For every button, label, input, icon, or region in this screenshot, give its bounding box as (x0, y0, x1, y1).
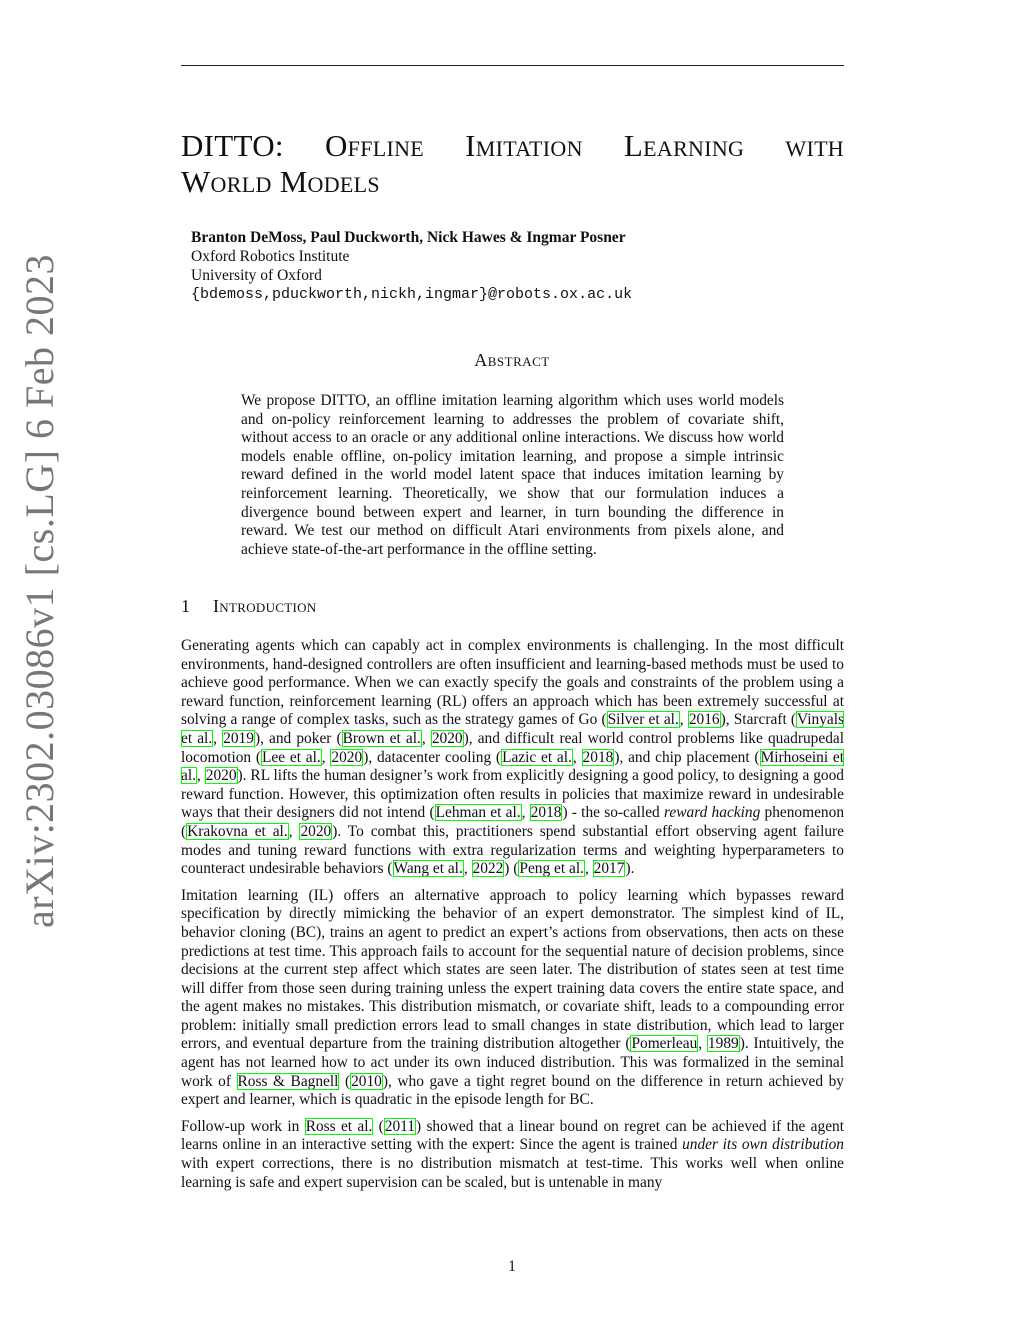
affiliation-university: University of Oxford (191, 267, 322, 284)
paper-title-line-1: DITTO: Offline Imitation Learning with (181, 128, 844, 163)
section-title: Introduction (213, 596, 317, 616)
citation-year-link[interactable]: 2016 (688, 711, 720, 729)
citation-link[interactable]: Krakovna et al. (187, 822, 288, 840)
section-number: 1 (181, 596, 191, 616)
citation-year-link[interactable]: 2011 (384, 1117, 415, 1135)
paragraph-imitation-learning: Imitation learning (IL) offers an alternative approach to policy learning which bypasses reward specification by directly mimicking the behavior of an expert demonstrator. The simplest kind of IL, behavior cloning (BC), trains an agent to predict an expert’s actions from observations, then acts on these predictions at test time. This approach fails to account for the sequential nature of decision problems, since decisions at the current step affect which states are seen later. The distribution of states seen at test time will differ from those seen during training unless the expert training data covers the entire state space, and the agent makes no mistakes. This distribution mismatch, or covariate shift, leads to a compounding error problem: initially small prediction errors lead to small changes in state distribution, which lead to larger errors, and eventual departure from the training distribution altogether (Pomerleau, 1989). Intuitively, the agent has not learned how to act under its own induced distribution. This was formalized in the seminal work of Ross & Bagnell (2010), who gave a tight regret bound on the difference in return achieved by expert and learner, which is quadratic in the episode length for BC. (181, 886, 845, 1109)
affiliation-institute: Oxford Robotics Institute (191, 248, 350, 265)
citation-year-link[interactable]: 2022 (472, 860, 504, 878)
citation-link[interactable]: Silver et al. (607, 711, 679, 729)
citation-year-link[interactable]: 2020 (300, 822, 332, 840)
section-heading (181, 596, 316, 617)
citation-link[interactable]: Ross et al. (305, 1117, 373, 1135)
paragraph-intro: Generating agents which can capably act in complex environments is challenging. In the most difficult environments, hand-designed controllers are often insufficient and learning-based methods must be used to achieve good performance. When we can exactly specify the goals and constraints of the problem using a reward function, reinforcement learning (RL) offers an approach which has been extremely successful at solving a range of complex tasks, such as the strategy games of Go (Silver et al., 2016), Starcraft (Vinyals et al., 2019), and poker (Brown et al., 2020), and difficult real world control problems like quadrupedal locomotion (Lee et al., 2020), datacenter cooling (Lazic et al., 2018), and chip placement (Mirhoseini et al., 2020). RL lifts the human designer’s work from explicitly designing a good policy, to designing a good reward function. However, this optimization often results in policies that maximize reward in undesirable ways that their designers did not intend (Lehman et al., 2018) - the so-called reward hacking phenomenon (Krakovna et al., 2020). To combat this, practitioners spend substantial effort observing agent failure modes and tuning reward functions with extra regularization terms and weighting hyperparameters to counteract undesirable behaviors (Wang et al., 2022) (Peng et al., 2017). (181, 637, 845, 878)
author-block (191, 228, 632, 304)
citation-link[interactable]: Lazic et al. (502, 748, 572, 766)
body-text (181, 637, 844, 1200)
citation-link[interactable]: Brown et al. (342, 729, 421, 747)
citation-link[interactable]: Lee et al. (262, 748, 321, 766)
citation-link[interactable]: Wang et al. (393, 860, 463, 878)
top-rule (181, 65, 844, 66)
citation-year-link[interactable]: 2020 (331, 748, 363, 766)
citation-link[interactable]: Peng et al. (519, 860, 584, 878)
citation-link[interactable]: Vinyals et al. (181, 711, 844, 747)
citation-link[interactable]: Ross & Bagnell (237, 1072, 339, 1090)
paragraph-follow-up: Follow-up work in Ross et al. (2011) showed that a linear bound on regret can be achieved if the agent learns online in an interactive setting with the expert: Since the agent is trained under its own distribution with expert corrections, there is no distribution mismatch at test-time. This works well when online learning is safe and expert supervision can be scaled, but is untenable in many (181, 1117, 845, 1191)
paper-title-line-2: World Models (181, 164, 380, 199)
author-names: Branton DeMoss, Paul Duckworth, Nick Hawes & Ingmar Posner (191, 229, 626, 246)
citation-year-link[interactable]: 2018 (582, 748, 614, 766)
citation-link[interactable]: Mirhoseini et al. (181, 748, 845, 785)
citation-year-link[interactable]: 2018 (530, 804, 562, 822)
abstract-text: We propose DITTO, an offline imitation learning algorithm which uses world models and on-policy reinforcement learning to addresses the problem of covariate shift, without access to an oracle or any additional online interactions. We discuss how world models enable offline, on-policy imitation learning, and propose a simple intrinsic reward defined in the world model latent space that induces imitation learning by reinforcement learning. Theoretically, we show that our formulation induces a divergence bound between expert and learner, in turn bounding the difference in reward. We test our method on difficult Atari environments from pixels alone, and achieve state-of-the-art performance in the offline setting. (241, 392, 784, 558)
citation-year-link[interactable]: 2020 (431, 729, 463, 747)
citation-year-link[interactable]: 2010 (351, 1072, 382, 1090)
citation-year-link[interactable]: 2017 (593, 860, 625, 878)
citation-year-link[interactable]: 1989 (707, 1035, 739, 1053)
abstract-heading: Abstract (474, 350, 550, 370)
citation-year-link[interactable]: 2020 (205, 767, 237, 785)
author-emails: {bdemoss,pduckworth,nickh,ingmar}@robots.ox.ac.uk (191, 286, 633, 303)
citation-link[interactable]: Lehman et al. (435, 804, 521, 822)
citation-year-link[interactable]: 2019 (223, 729, 254, 747)
arxiv-identifier: arXiv:2302.03086v1 [cs.LG] 6 Feb 2023 (17, 254, 62, 928)
page-number: 1 (508, 1258, 516, 1275)
citation-link[interactable]: Pomerleau (631, 1035, 698, 1053)
